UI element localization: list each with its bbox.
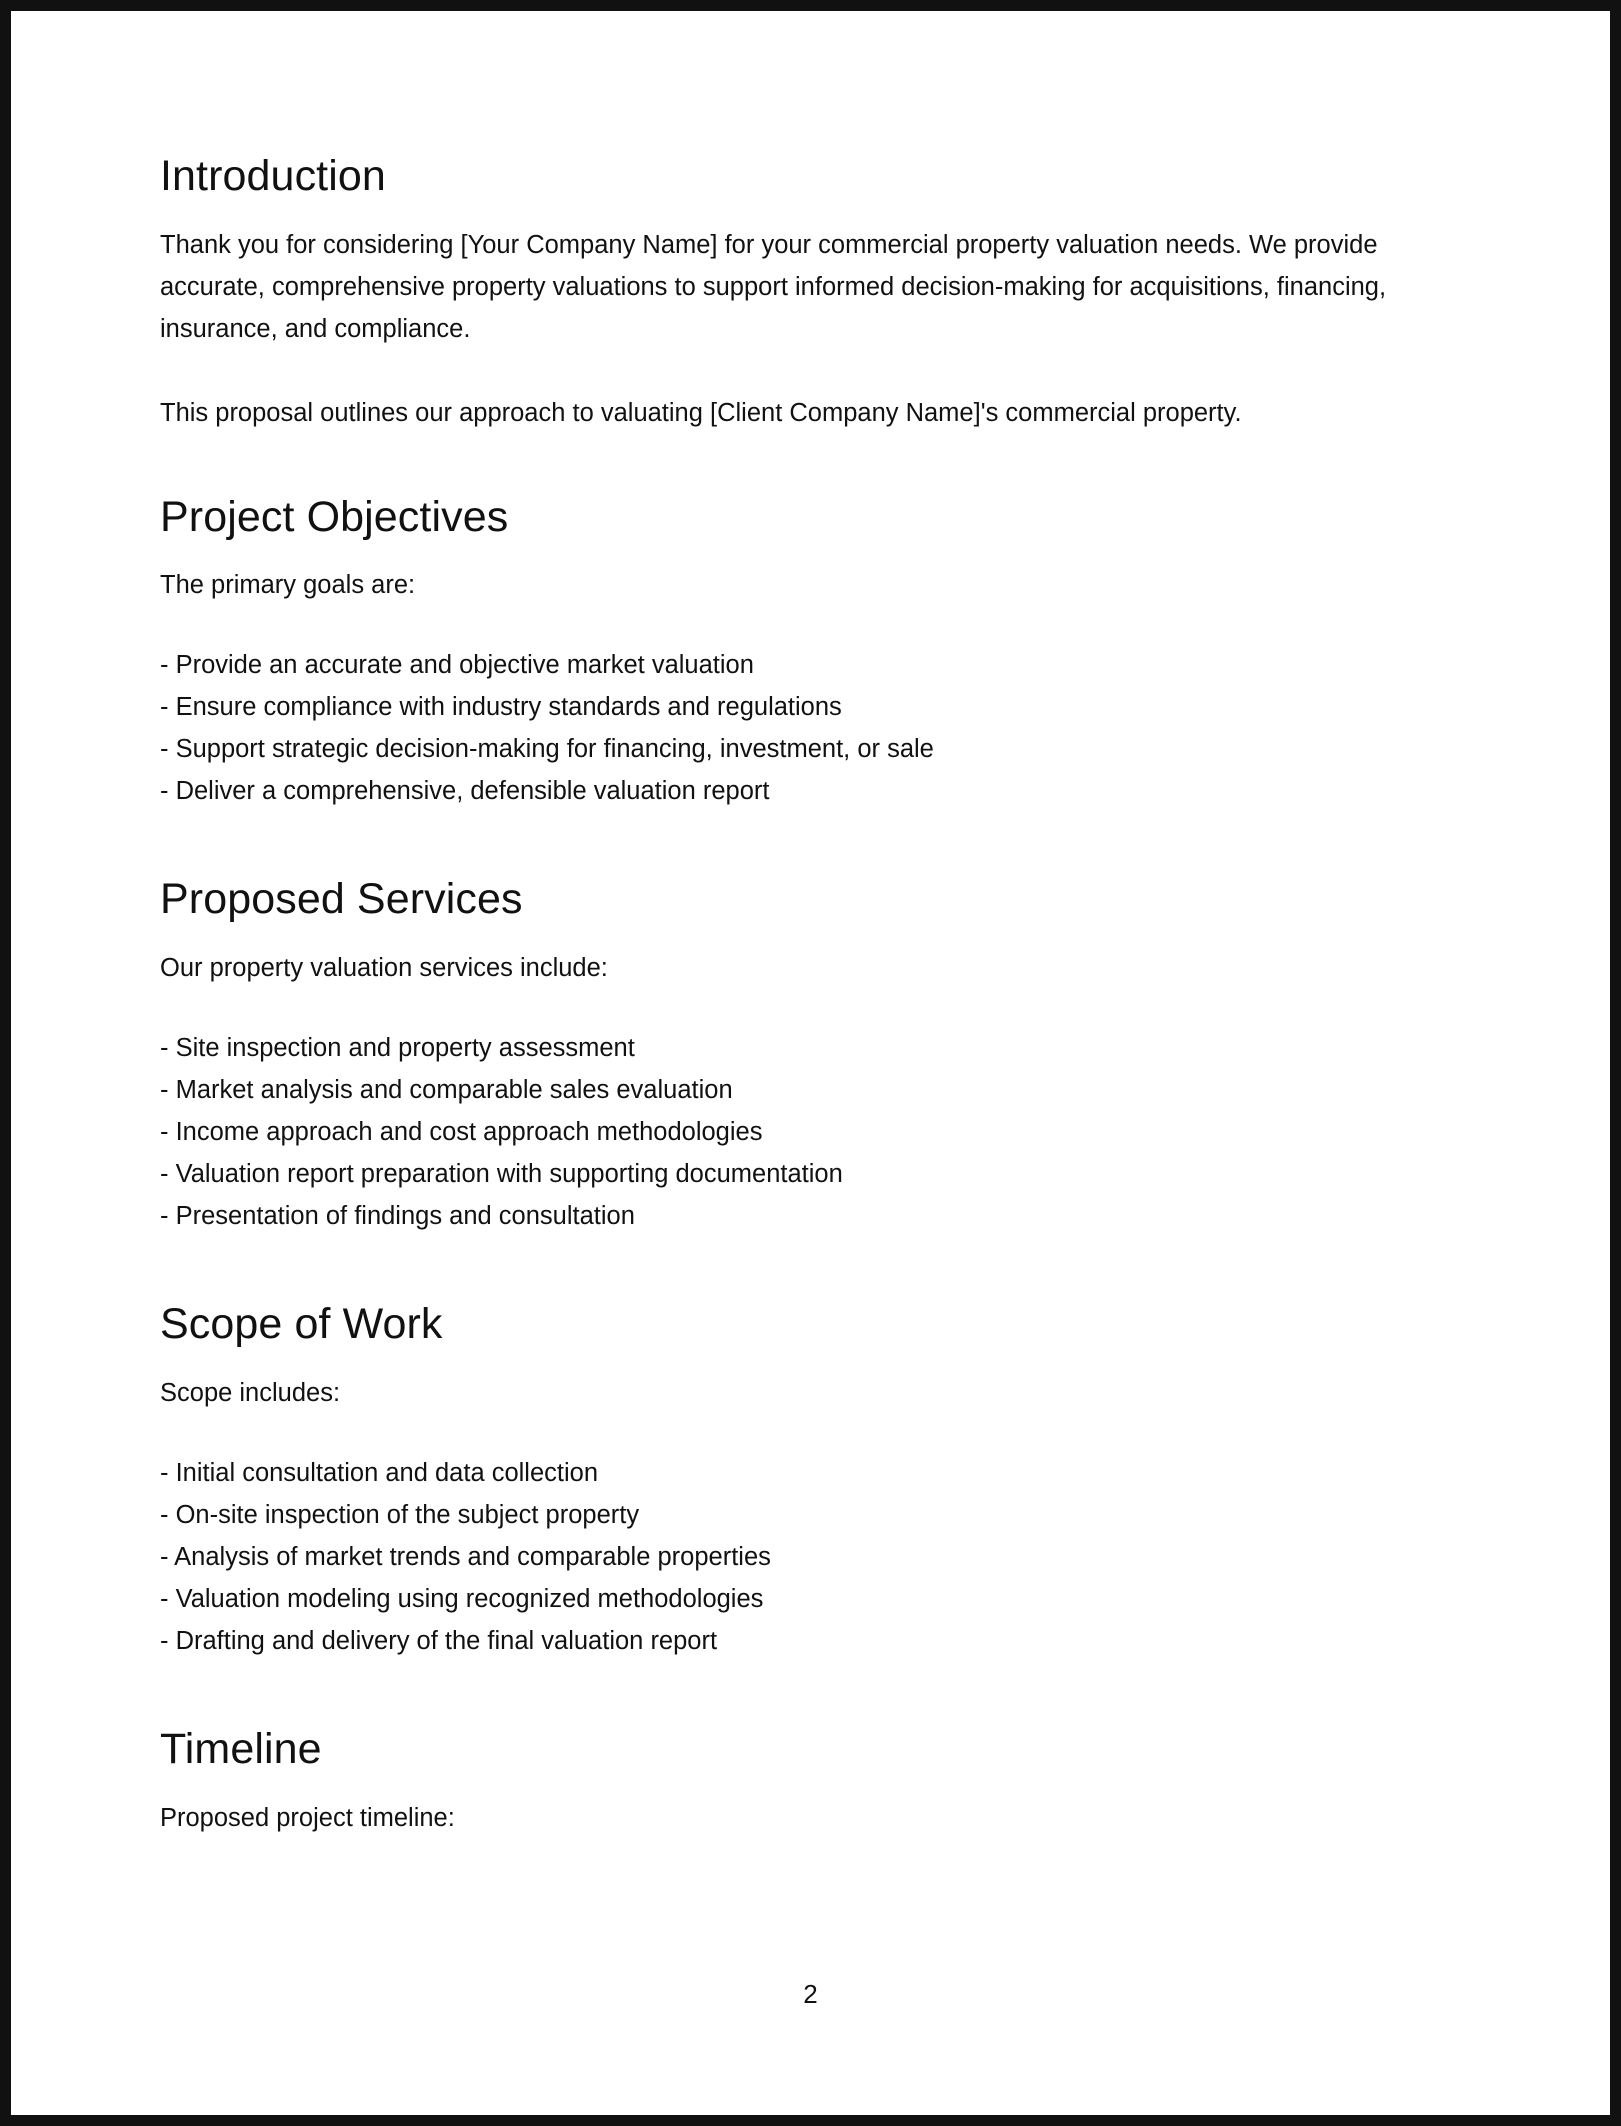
introduction-paragraph-1: Thank you for considering [Your Company Name] for your commercial property valuation needs. We provide accurate, comprehensive property valuations to support informed decision-making for acquisitions, financing, insurance, and compliance. bbox=[160, 230, 1387, 343]
spacer bbox=[160, 434, 1410, 492]
list-item: - Site inspection and property assessment bbox=[160, 1034, 635, 1063]
section-heading-project-objectives: Project Objectives bbox=[160, 492, 509, 541]
spacer bbox=[160, 812, 1410, 874]
list-item: - Initial consultation and data collection bbox=[160, 1458, 599, 1487]
list-item: - Presentation of findings and consultation bbox=[160, 1202, 635, 1231]
spacer bbox=[160, 1662, 1410, 1724]
page-number: 2 bbox=[803, 1979, 818, 2009]
introduction-paragraph-2: This proposal outlines our approach to valuating [Client Company Name]'s commercial property. bbox=[160, 398, 1242, 427]
project-objectives-intro: The primary goals are: bbox=[160, 571, 416, 600]
section-heading-timeline: Timeline bbox=[160, 1724, 322, 1773]
section-heading-introduction: Introduction bbox=[160, 152, 386, 200]
scope-of-work-intro: Scope includes: bbox=[160, 1378, 341, 1407]
list-item: - Valuation report preparation with supporting documentation bbox=[160, 1160, 843, 1189]
list-item: - Support strategic decision-making for financing, investment, or sale bbox=[160, 735, 934, 764]
timeline-intro: Proposed project timeline: bbox=[160, 1803, 455, 1832]
proposed-services-list bbox=[160, 1027, 1410, 1237]
spacer bbox=[160, 542, 1410, 564]
section-heading-proposed-services: Proposed Services bbox=[160, 875, 523, 924]
spacer bbox=[160, 202, 1410, 224]
list-item: - Provide an accurate and objective market valuation bbox=[160, 651, 754, 680]
list-item: - Income approach and cost approach methodologies bbox=[160, 1118, 763, 1147]
section-heading-scope-of-work: Scope of Work bbox=[160, 1300, 443, 1349]
spacer bbox=[160, 1775, 1410, 1797]
list-item: - Ensure compliance with industry standards and regulations bbox=[160, 693, 842, 722]
proposed-services-intro: Our property valuation services include: bbox=[160, 954, 608, 983]
spacer bbox=[160, 989, 1410, 1027]
project-objectives-list bbox=[160, 644, 1410, 812]
list-item: - Deliver a comprehensive, defensible valuation report bbox=[160, 777, 770, 806]
list-item: - Analysis of market trends and comparable properties bbox=[160, 1542, 771, 1571]
spacer bbox=[160, 1414, 1410, 1452]
spacer bbox=[160, 1237, 1410, 1299]
list-item: - Drafting and delivery of the final valuation report bbox=[160, 1626, 718, 1655]
document-body bbox=[160, 151, 1410, 1839]
scope-of-work-list bbox=[160, 1452, 1410, 1662]
list-item: - Valuation modeling using recognized methodologies bbox=[160, 1584, 764, 1613]
spacer bbox=[160, 350, 1410, 392]
list-item: - On-site inspection of the subject property bbox=[160, 1500, 640, 1529]
spacer bbox=[160, 925, 1410, 947]
list-item: - Market analysis and comparable sales evaluation bbox=[160, 1076, 733, 1105]
spacer bbox=[160, 606, 1410, 644]
spacer bbox=[160, 1350, 1410, 1372]
